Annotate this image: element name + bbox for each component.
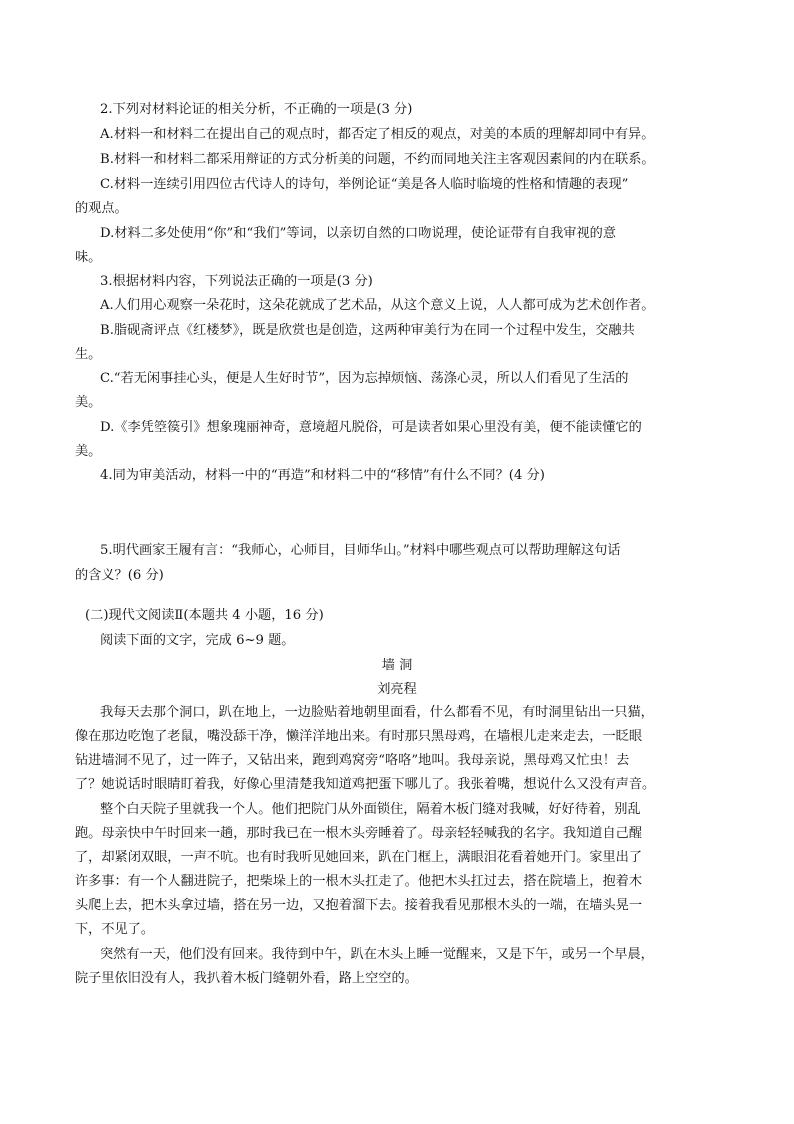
story-p1-line: 了？她说话时眼睛盯着我，好像心里清楚我知道鸡把蛋下哪儿了。我张着嘴，想说什么又没有声音。	[75, 777, 656, 792]
q3-option-d-cont: 美。	[75, 444, 102, 459]
q3-option-c-cont: 美。	[75, 395, 102, 410]
q4-stem: 4.同为审美活动，材料一中的“再造”和材料二中的“移情”有什么不同？(4 分)	[100, 468, 545, 483]
story-p2-line: 头爬上去，把木头拿过墙，搭在另一边，又抱着溜下去。接着我看见那根木头的一端，在墙头晃一	[75, 898, 643, 913]
story-p1-line: 钻进墙洞不见了，过一阵子，又钻出来，跑到鸡窝旁“咯咯”地叫。我母亲说，黑母鸡又忙虫！去	[75, 753, 630, 768]
story-p2-line: 了，却紧闭双眼，一声不吭。也有时我听见她回来，趴在门框上，满眼泪花看着她开门。家里出了	[75, 850, 643, 865]
q3-option-d: D.《李凭箜篌引》想象瑰丽神奇，意境超凡脱俗，可是读者如果心里没有美，便不能读懂它的	[100, 420, 642, 435]
q3-option-c: C.“若无闲事挂心头，便是人生好时节”，因为忘掉烦恼、荡涤心灵，所以人们看见了生活的	[100, 371, 629, 386]
q2-option-c: C.材料一连续引用四位古代诗人的诗句，举例论证“美是各人临时临境的性格和情趣的表现”	[100, 177, 629, 192]
q2-option-b: B.材料一和材料二都采用辩证的方式分析美的问题，不约而同地关注主客观因素间的内在联系。	[100, 152, 655, 167]
q3-option-b: B.脂砚斋评点《红楼梦》，既是欣赏也是创造，这两种审美行为在同一个过程中发生，交融共	[100, 323, 635, 338]
story-p1-line: 像在那边吃饱了老鼠，嘴没舔干净，懒洋洋地出来。有时那只黑母鸡，在墙根儿走来走去，一眨眼	[75, 729, 643, 744]
story-p1-line: 我每天去那个洞口，趴在地上，一边脸贴着地朝里面看，什么都看不见，有时洞里钻出一只猫，	[100, 705, 654, 720]
story-title: 墙 洞	[381, 658, 413, 673]
story-p2-line: 许多事：有一个人翻进院子，把柴垛上的一根木头扛走了。他把木头扛过去，搭在院墙上，抱着木	[75, 874, 643, 889]
q5-stem-cont: 的含义？(6 分)	[75, 568, 164, 583]
story-p3-line: 院子里依旧没有人，我扒着木板门缝朝外看，路上空空的。	[75, 971, 418, 986]
section-instruction: 阅读下面的文字，完成 6~9 题。	[100, 633, 295, 648]
q5-stem: 5.明代画家王履有言：“我师心，心师目，目师华山。”材料中哪些观点可以帮助理解这句话	[100, 543, 621, 558]
story-p2-line: 下，不见了。	[75, 922, 155, 937]
section-header: (二)现代文阅读Ⅱ(本题共 4 小题，16 分)	[85, 608, 324, 623]
story-author: 刘亮程	[377, 682, 417, 697]
q3-option-a: A.人们用心观察一朵花时，这朵花就成了艺术品，从这个意义上说，人人都可成为艺术创作者。	[100, 298, 655, 313]
story-p2-line: 跑。母亲快中午时回来一趟，那时我已在一根木头旁睡着了。母亲轻轻喊我的名字。我知道自己醒	[75, 826, 643, 841]
q3-option-b-cont: 生。	[75, 347, 102, 362]
q2-option-d: D.材料二多处使用“你”和“我们”等词，以亲切自然的口吻说理，使论证带有自我审视的意	[100, 226, 617, 241]
q2-option-c-cont: 的观点。	[75, 201, 128, 216]
q2-option-a: A.材料一和材料二在提出自己的观点时，都否定了相反的观点，对美的本质的理解却同中有异。	[100, 127, 655, 142]
story-p2-line: 整个白天院子里就我一个人。他们把院门从外面锁住，隔着木板门缝对我喊，好好待着，别乱	[100, 802, 641, 817]
q2-stem: 2.下列对材料论证的相关分析，不正确的一项是(3 分)	[100, 102, 413, 117]
story-p3-line: 突然有一天，他们没有回来。我待到中午，趴在木头上睡一觉醒来，又是下午，或另一个早晨，	[100, 947, 654, 962]
q2-option-d-cont: 味。	[75, 250, 102, 265]
q3-stem: 3.根据材料内容，下列说法正确的一项是(3 分)	[100, 274, 373, 289]
